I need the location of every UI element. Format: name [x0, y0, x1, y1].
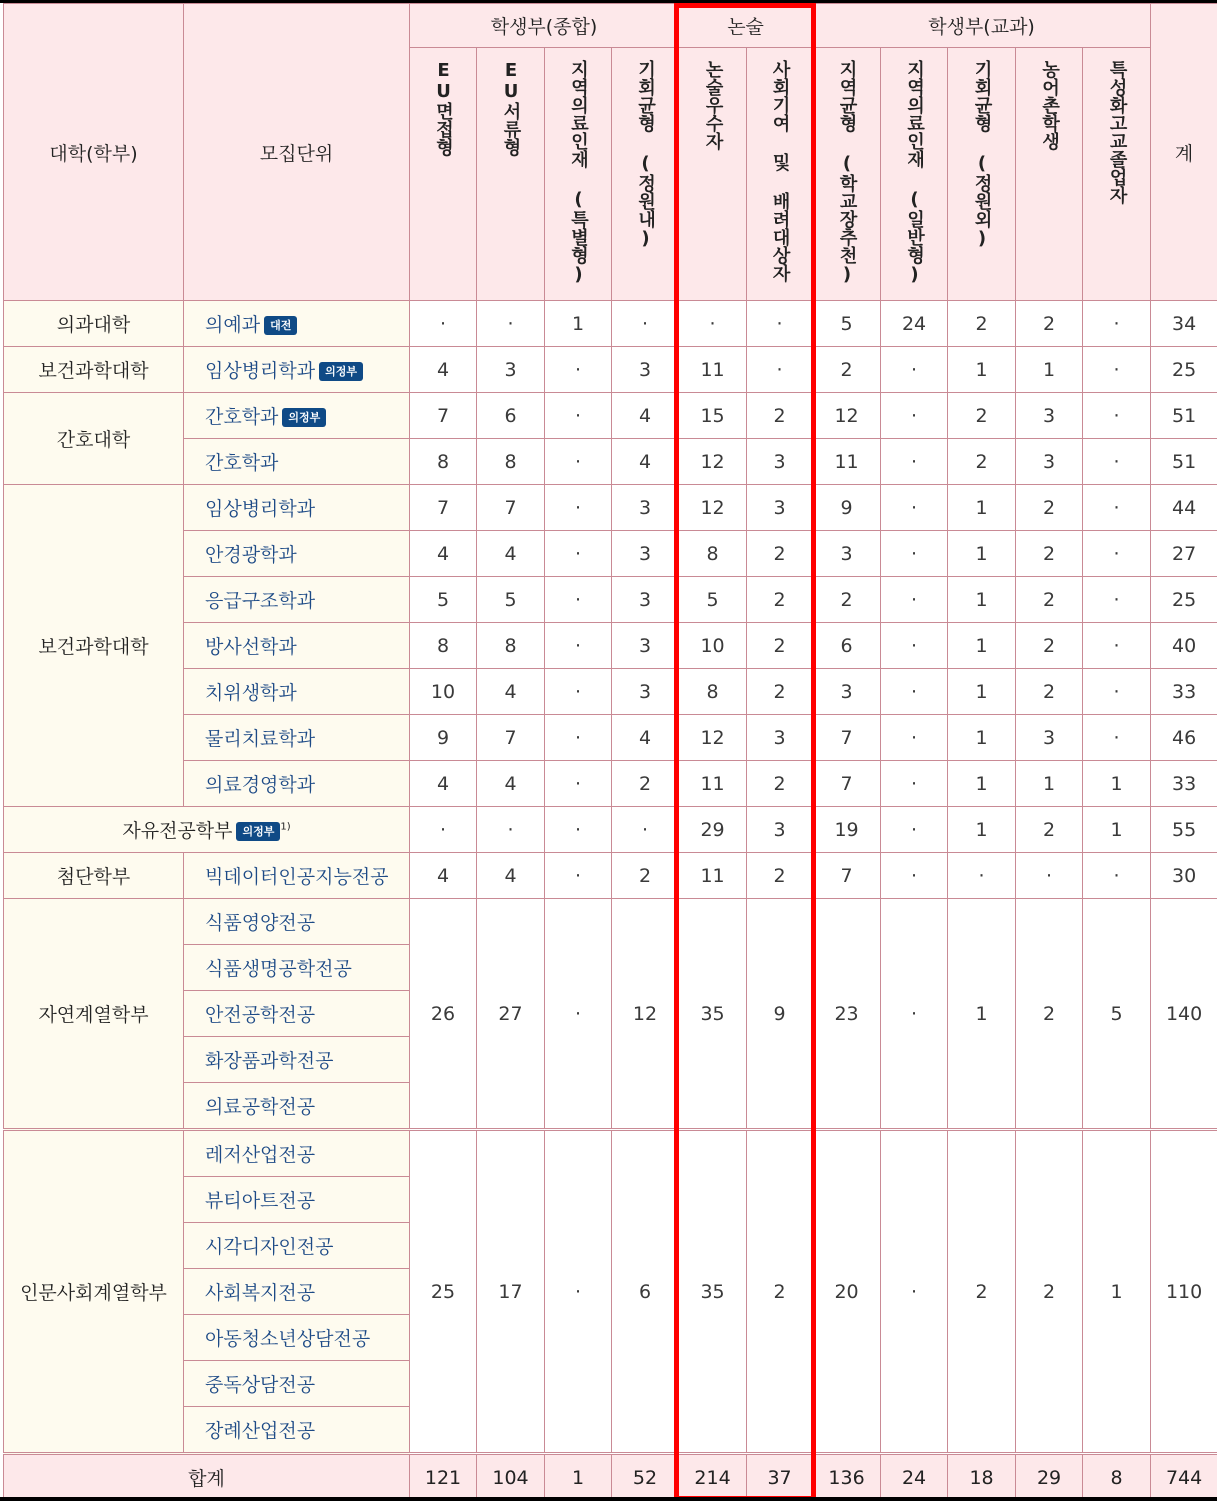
total-value-cell: 18 [948, 1454, 1016, 1501]
value-cell: 2 [1016, 669, 1083, 715]
value-cell: 1 [948, 899, 1016, 1130]
value-cell: 2 [1016, 807, 1083, 853]
header-col: 지역의료인재 (일반형) [881, 48, 948, 301]
unit-name: 시각디자인전공 [205, 1236, 334, 1258]
table-row [4, 669, 1217, 715]
unit-cell [184, 945, 410, 991]
value-cell: 12 [679, 439, 747, 485]
table-row [4, 531, 1217, 577]
value-cell: 5 [679, 577, 747, 623]
unit-cell [184, 577, 410, 623]
value-cell: 26 [410, 899, 477, 1130]
header-group-essay: 논술 [679, 4, 813, 48]
value-cell: 10 [679, 623, 747, 669]
value-cell: · [1083, 623, 1151, 669]
row-total-cell: 25 [1151, 347, 1217, 393]
value-cell: 4 [477, 761, 545, 807]
value-cell: 2 [1016, 577, 1083, 623]
value-cell: · [1083, 577, 1151, 623]
unit-name: 응급구조학과 [205, 590, 316, 612]
header-col: 기회균형 (정원외) [948, 48, 1016, 301]
value-cell: 8 [410, 439, 477, 485]
value-cell: · [545, 715, 612, 761]
unit-cell [184, 393, 410, 439]
value-cell: 3 [612, 623, 679, 669]
value-cell: · [1016, 853, 1083, 899]
value-cell: 5 [1083, 899, 1151, 1130]
value-cell: · [545, 485, 612, 531]
value-cell: · [881, 899, 948, 1130]
unit-name: 화장품과학전공 [205, 1050, 334, 1072]
value-cell: · [881, 715, 948, 761]
unit-cell [184, 347, 410, 393]
value-cell: 2 [612, 853, 679, 899]
value-cell: 3 [612, 669, 679, 715]
value-cell: · [410, 807, 477, 853]
value-cell: · [545, 577, 612, 623]
value-cell: 1 [948, 623, 1016, 669]
value-cell: 2 [747, 393, 813, 439]
value-cell: · [881, 531, 948, 577]
value-cell: 6 [612, 1130, 679, 1454]
value-cell: 7 [477, 485, 545, 531]
value-cell: 4 [477, 531, 545, 577]
header-col: EU면접형 [410, 48, 477, 301]
table-row [4, 439, 1217, 485]
value-cell: 5 [410, 577, 477, 623]
table-row [4, 807, 1217, 853]
unit-cell [184, 485, 410, 531]
row-total-cell: 51 [1151, 439, 1217, 485]
unit-name: 뷰티아트전공 [205, 1190, 316, 1212]
unit-name: 의료경영학과 [205, 774, 316, 796]
total-value-cell: 104 [477, 1454, 545, 1501]
row-total-cell: 110 [1151, 1130, 1217, 1454]
value-cell: 7 [410, 485, 477, 531]
value-cell: · [881, 853, 948, 899]
value-cell: · [612, 301, 679, 347]
value-cell: 6 [813, 623, 881, 669]
table-row [4, 393, 1217, 439]
campus-badge: 의정부 [236, 822, 280, 841]
value-cell: 3 [612, 531, 679, 577]
unit-cell [184, 1177, 410, 1223]
value-cell: 2 [1016, 531, 1083, 577]
value-cell: 7 [813, 853, 881, 899]
unit-cell [184, 1361, 410, 1407]
value-cell: 2 [747, 577, 813, 623]
value-cell: · [881, 577, 948, 623]
row-total-cell: 30 [1151, 853, 1217, 899]
value-cell: · [545, 347, 612, 393]
value-cell: · [948, 853, 1016, 899]
unit-name: 안전공학전공 [205, 1004, 316, 1026]
value-cell: 3 [612, 577, 679, 623]
row-total-cell: 51 [1151, 393, 1217, 439]
header-group-comprehensive: 학생부(종합) [410, 4, 679, 48]
row-total-cell: 40 [1151, 623, 1217, 669]
unit-name: 의예과 [205, 314, 261, 336]
header-group-subject: 학생부(교과) [813, 4, 1151, 48]
total-value-cell: 744 [1151, 1454, 1217, 1501]
value-cell: 23 [813, 899, 881, 1130]
value-cell: 12 [679, 715, 747, 761]
value-cell: 4 [410, 347, 477, 393]
value-cell: 1 [948, 807, 1016, 853]
header-college: 대학(학부) [4, 4, 184, 301]
unit-name: 간호학과 [205, 406, 279, 428]
row-total-cell: 44 [1151, 485, 1217, 531]
value-cell: 1 [948, 485, 1016, 531]
value-cell: 11 [679, 761, 747, 807]
value-cell: 1 [1083, 761, 1151, 807]
header-col: 논술우수자 [679, 48, 747, 301]
value-cell: 4 [410, 853, 477, 899]
unit-name: 레저산업전공 [205, 1144, 316, 1166]
total-row [4, 1454, 1217, 1501]
value-cell: 9 [813, 485, 881, 531]
value-cell: · [1083, 393, 1151, 439]
row-total-cell: 33 [1151, 761, 1217, 807]
value-cell: 7 [477, 715, 545, 761]
value-cell: · [545, 669, 612, 715]
value-cell: 11 [679, 347, 747, 393]
value-cell: 3 [813, 531, 881, 577]
value-cell: · [545, 439, 612, 485]
row-total-cell: 27 [1151, 531, 1217, 577]
unit-name: 치위생학과 [205, 682, 297, 704]
value-cell: · [545, 853, 612, 899]
value-cell: 8 [679, 531, 747, 577]
value-cell: 8 [410, 623, 477, 669]
footnote-marker: 1) [280, 821, 291, 833]
value-cell: 3 [612, 347, 679, 393]
college-cell: 간호대학 [4, 393, 184, 485]
value-cell: 2 [747, 531, 813, 577]
value-cell: 2 [1016, 485, 1083, 531]
row-total-cell: 46 [1151, 715, 1217, 761]
unit-name: 중독상담전공 [205, 1374, 316, 1396]
value-cell: · [545, 1130, 612, 1454]
unit-cell [184, 1037, 410, 1083]
header-col: 특성화고교졸업자 [1083, 48, 1151, 301]
value-cell: · [410, 301, 477, 347]
unit-name: 임상병리학과 [205, 360, 316, 382]
unit-cell [184, 761, 410, 807]
value-cell: 2 [747, 1130, 813, 1454]
value-cell: · [1083, 531, 1151, 577]
value-cell: 11 [813, 439, 881, 485]
value-cell: · [679, 301, 747, 347]
value-cell: 1 [948, 715, 1016, 761]
value-cell: 11 [679, 853, 747, 899]
college-cell: 보건과학대학 [4, 347, 184, 393]
table-row [4, 623, 1217, 669]
value-cell: · [545, 393, 612, 439]
unit-name: 물리치료학과 [205, 728, 316, 750]
value-cell: 2 [1016, 899, 1083, 1130]
value-cell: 2 [948, 439, 1016, 485]
admissions-quota-table [3, 3, 1217, 1501]
value-cell: 1 [948, 669, 1016, 715]
unit-name: 의료공학전공 [205, 1096, 316, 1118]
value-cell: 35 [679, 1130, 747, 1454]
value-cell: · [545, 807, 612, 853]
value-cell: 1 [1016, 347, 1083, 393]
value-cell: 17 [477, 1130, 545, 1454]
table-row [4, 1130, 1217, 1177]
unit-name: 안경광학과 [205, 544, 297, 566]
value-cell: 3 [1016, 715, 1083, 761]
unit-name: 간호학과 [205, 452, 279, 474]
value-cell: 12 [679, 485, 747, 531]
value-cell: 2 [747, 623, 813, 669]
value-cell: · [747, 301, 813, 347]
value-cell: · [881, 393, 948, 439]
row-total-cell: 25 [1151, 577, 1217, 623]
table-row [4, 715, 1217, 761]
unit-cell [184, 715, 410, 761]
unit-cell [184, 853, 410, 899]
value-cell: 2 [747, 853, 813, 899]
value-cell: 2 [747, 761, 813, 807]
value-cell: 1 [948, 531, 1016, 577]
college-cell: 보건과학대학 [4, 485, 184, 807]
header-col: 사회기여 및 배려대상자 [747, 48, 813, 301]
total-value-cell: 29 [1016, 1454, 1083, 1501]
value-cell: · [1083, 669, 1151, 715]
header-unit: 모집단위 [184, 4, 410, 301]
value-cell: · [545, 623, 612, 669]
value-cell: · [477, 301, 545, 347]
table-row [4, 577, 1217, 623]
value-cell: 1 [1083, 1130, 1151, 1454]
unit-cell [184, 1130, 410, 1177]
value-cell: 8 [679, 669, 747, 715]
value-cell: 2 [813, 347, 881, 393]
admissions-quota-sheet [0, 3, 1217, 1497]
table-row [4, 761, 1217, 807]
unit-name: 임상병리학과 [205, 498, 316, 520]
value-cell: 1 [1016, 761, 1083, 807]
value-cell: 24 [881, 301, 948, 347]
value-cell: 2 [948, 393, 1016, 439]
total-value-cell: 52 [612, 1454, 679, 1501]
campus-badge: 의정부 [282, 408, 326, 427]
value-cell: 35 [679, 899, 747, 1130]
value-cell: · [545, 761, 612, 807]
unit-name: 식품생명공학전공 [205, 958, 352, 980]
value-cell: 3 [612, 485, 679, 531]
unit-name: 아동청소년상담전공 [205, 1328, 371, 1350]
table-row [4, 301, 1217, 347]
value-cell: · [545, 899, 612, 1130]
value-cell: · [881, 1130, 948, 1454]
unit-name: 빅데이터인공지능전공 [205, 866, 389, 888]
value-cell: 25 [410, 1130, 477, 1454]
value-cell: 2 [948, 301, 1016, 347]
header-col: 지역의료인재 (특별형) [545, 48, 612, 301]
value-cell: · [545, 531, 612, 577]
value-cell: 7 [410, 393, 477, 439]
value-cell: 10 [410, 669, 477, 715]
value-cell: 2 [1016, 1130, 1083, 1454]
value-cell: 3 [813, 669, 881, 715]
campus-badge: 대전 [264, 316, 297, 335]
value-cell: 12 [813, 393, 881, 439]
value-cell: · [881, 623, 948, 669]
value-cell: 1 [1083, 807, 1151, 853]
unit-name: 사회복지전공 [205, 1282, 316, 1304]
value-cell: 2 [747, 669, 813, 715]
value-cell: 15 [679, 393, 747, 439]
value-cell: 19 [813, 807, 881, 853]
value-cell: 5 [813, 301, 881, 347]
total-value-cell: 136 [813, 1454, 881, 1501]
value-cell: 5 [477, 577, 545, 623]
unit-cell [184, 1269, 410, 1315]
value-cell: · [881, 439, 948, 485]
value-cell: 3 [477, 347, 545, 393]
value-cell: · [881, 807, 948, 853]
value-cell: 6 [477, 393, 545, 439]
table-row [4, 853, 1217, 899]
value-cell: 7 [813, 715, 881, 761]
value-cell: 27 [477, 899, 545, 1130]
unit-cell [184, 623, 410, 669]
value-cell: · [1083, 439, 1151, 485]
bottom-edge [0, 1497, 1217, 1501]
value-cell: 7 [813, 761, 881, 807]
header-total: 계 [1151, 4, 1217, 301]
unit-cell [184, 1407, 410, 1454]
row-total-cell: 33 [1151, 669, 1217, 715]
unit-cell [184, 1223, 410, 1269]
unit-name: 식품영양전공 [205, 912, 316, 934]
value-cell: · [1083, 485, 1151, 531]
value-cell: 1 [948, 577, 1016, 623]
college-cell: 자연계열학부 [4, 899, 184, 1130]
value-cell: · [1083, 347, 1151, 393]
value-cell: 2 [1016, 301, 1083, 347]
value-cell: 2 [1016, 623, 1083, 669]
value-cell: 3 [747, 715, 813, 761]
unit-cell [184, 301, 410, 347]
unit-cell [184, 899, 410, 945]
value-cell: 3 [1016, 439, 1083, 485]
value-cell: 2 [612, 761, 679, 807]
value-cell: 2 [813, 577, 881, 623]
value-cell: 12 [612, 899, 679, 1130]
college-cell: 첨단학부 [4, 853, 184, 899]
unit-name: 장례산업전공 [205, 1420, 316, 1442]
header-col: 기회균형 (정원내) [612, 48, 679, 301]
unit-cell [184, 1315, 410, 1361]
value-cell: 4 [477, 669, 545, 715]
value-cell: · [881, 761, 948, 807]
total-value-cell: 214 [679, 1454, 747, 1501]
college-cell: 인문사회계열학부 [4, 1130, 184, 1454]
value-cell: 1 [948, 761, 1016, 807]
value-cell: 3 [1016, 393, 1083, 439]
value-cell: · [477, 807, 545, 853]
campus-badge: 의정부 [319, 362, 363, 381]
unit-cell [184, 991, 410, 1037]
value-cell: · [1083, 301, 1151, 347]
value-cell: 9 [410, 715, 477, 761]
unit-cell [184, 1083, 410, 1130]
value-cell: · [612, 807, 679, 853]
value-cell: 3 [747, 807, 813, 853]
value-cell: 1 [948, 347, 1016, 393]
value-cell: 29 [679, 807, 747, 853]
value-cell: 3 [747, 485, 813, 531]
unit-name: 방사선학과 [205, 636, 297, 658]
value-cell: 4 [612, 393, 679, 439]
value-cell: 9 [747, 899, 813, 1130]
total-value-cell: 121 [410, 1454, 477, 1501]
value-cell: 3 [747, 439, 813, 485]
unit-cell [184, 439, 410, 485]
value-cell: 4 [410, 761, 477, 807]
header-col: 지역균형 (학교장추천) [813, 48, 881, 301]
value-cell: · [881, 485, 948, 531]
row-total-cell: 34 [1151, 301, 1217, 347]
value-cell: · [1083, 715, 1151, 761]
value-cell: 2 [948, 1130, 1016, 1454]
value-cell: 8 [477, 623, 545, 669]
total-value-cell: 37 [747, 1454, 813, 1501]
value-cell: 4 [612, 439, 679, 485]
value-cell: · [881, 347, 948, 393]
value-cell: 4 [410, 531, 477, 577]
total-value-cell: 8 [1083, 1454, 1151, 1501]
row-total-cell: 55 [1151, 807, 1217, 853]
value-cell: · [747, 347, 813, 393]
total-value-cell: 1 [545, 1454, 612, 1501]
college-cell: 의과대학 [4, 301, 184, 347]
total-label: 합계 [4, 1454, 410, 1501]
value-cell: · [1083, 853, 1151, 899]
value-cell: · [881, 669, 948, 715]
unit-cell [184, 531, 410, 577]
header-col: EU서류형 [477, 48, 545, 301]
value-cell: 8 [477, 439, 545, 485]
value-cell: 1 [545, 301, 612, 347]
total-value-cell: 24 [881, 1454, 948, 1501]
value-cell: 4 [477, 853, 545, 899]
value-cell: 4 [612, 715, 679, 761]
header-col: 농어촌학생 [1016, 48, 1083, 301]
value-cell: 20 [813, 1130, 881, 1454]
table-row [4, 347, 1217, 393]
table-row [4, 899, 1217, 945]
college-name: 자유전공학부 [122, 820, 233, 842]
unit-cell [184, 669, 410, 715]
table-row [4, 485, 1217, 531]
college-cell [4, 807, 410, 853]
row-total-cell: 140 [1151, 899, 1217, 1130]
